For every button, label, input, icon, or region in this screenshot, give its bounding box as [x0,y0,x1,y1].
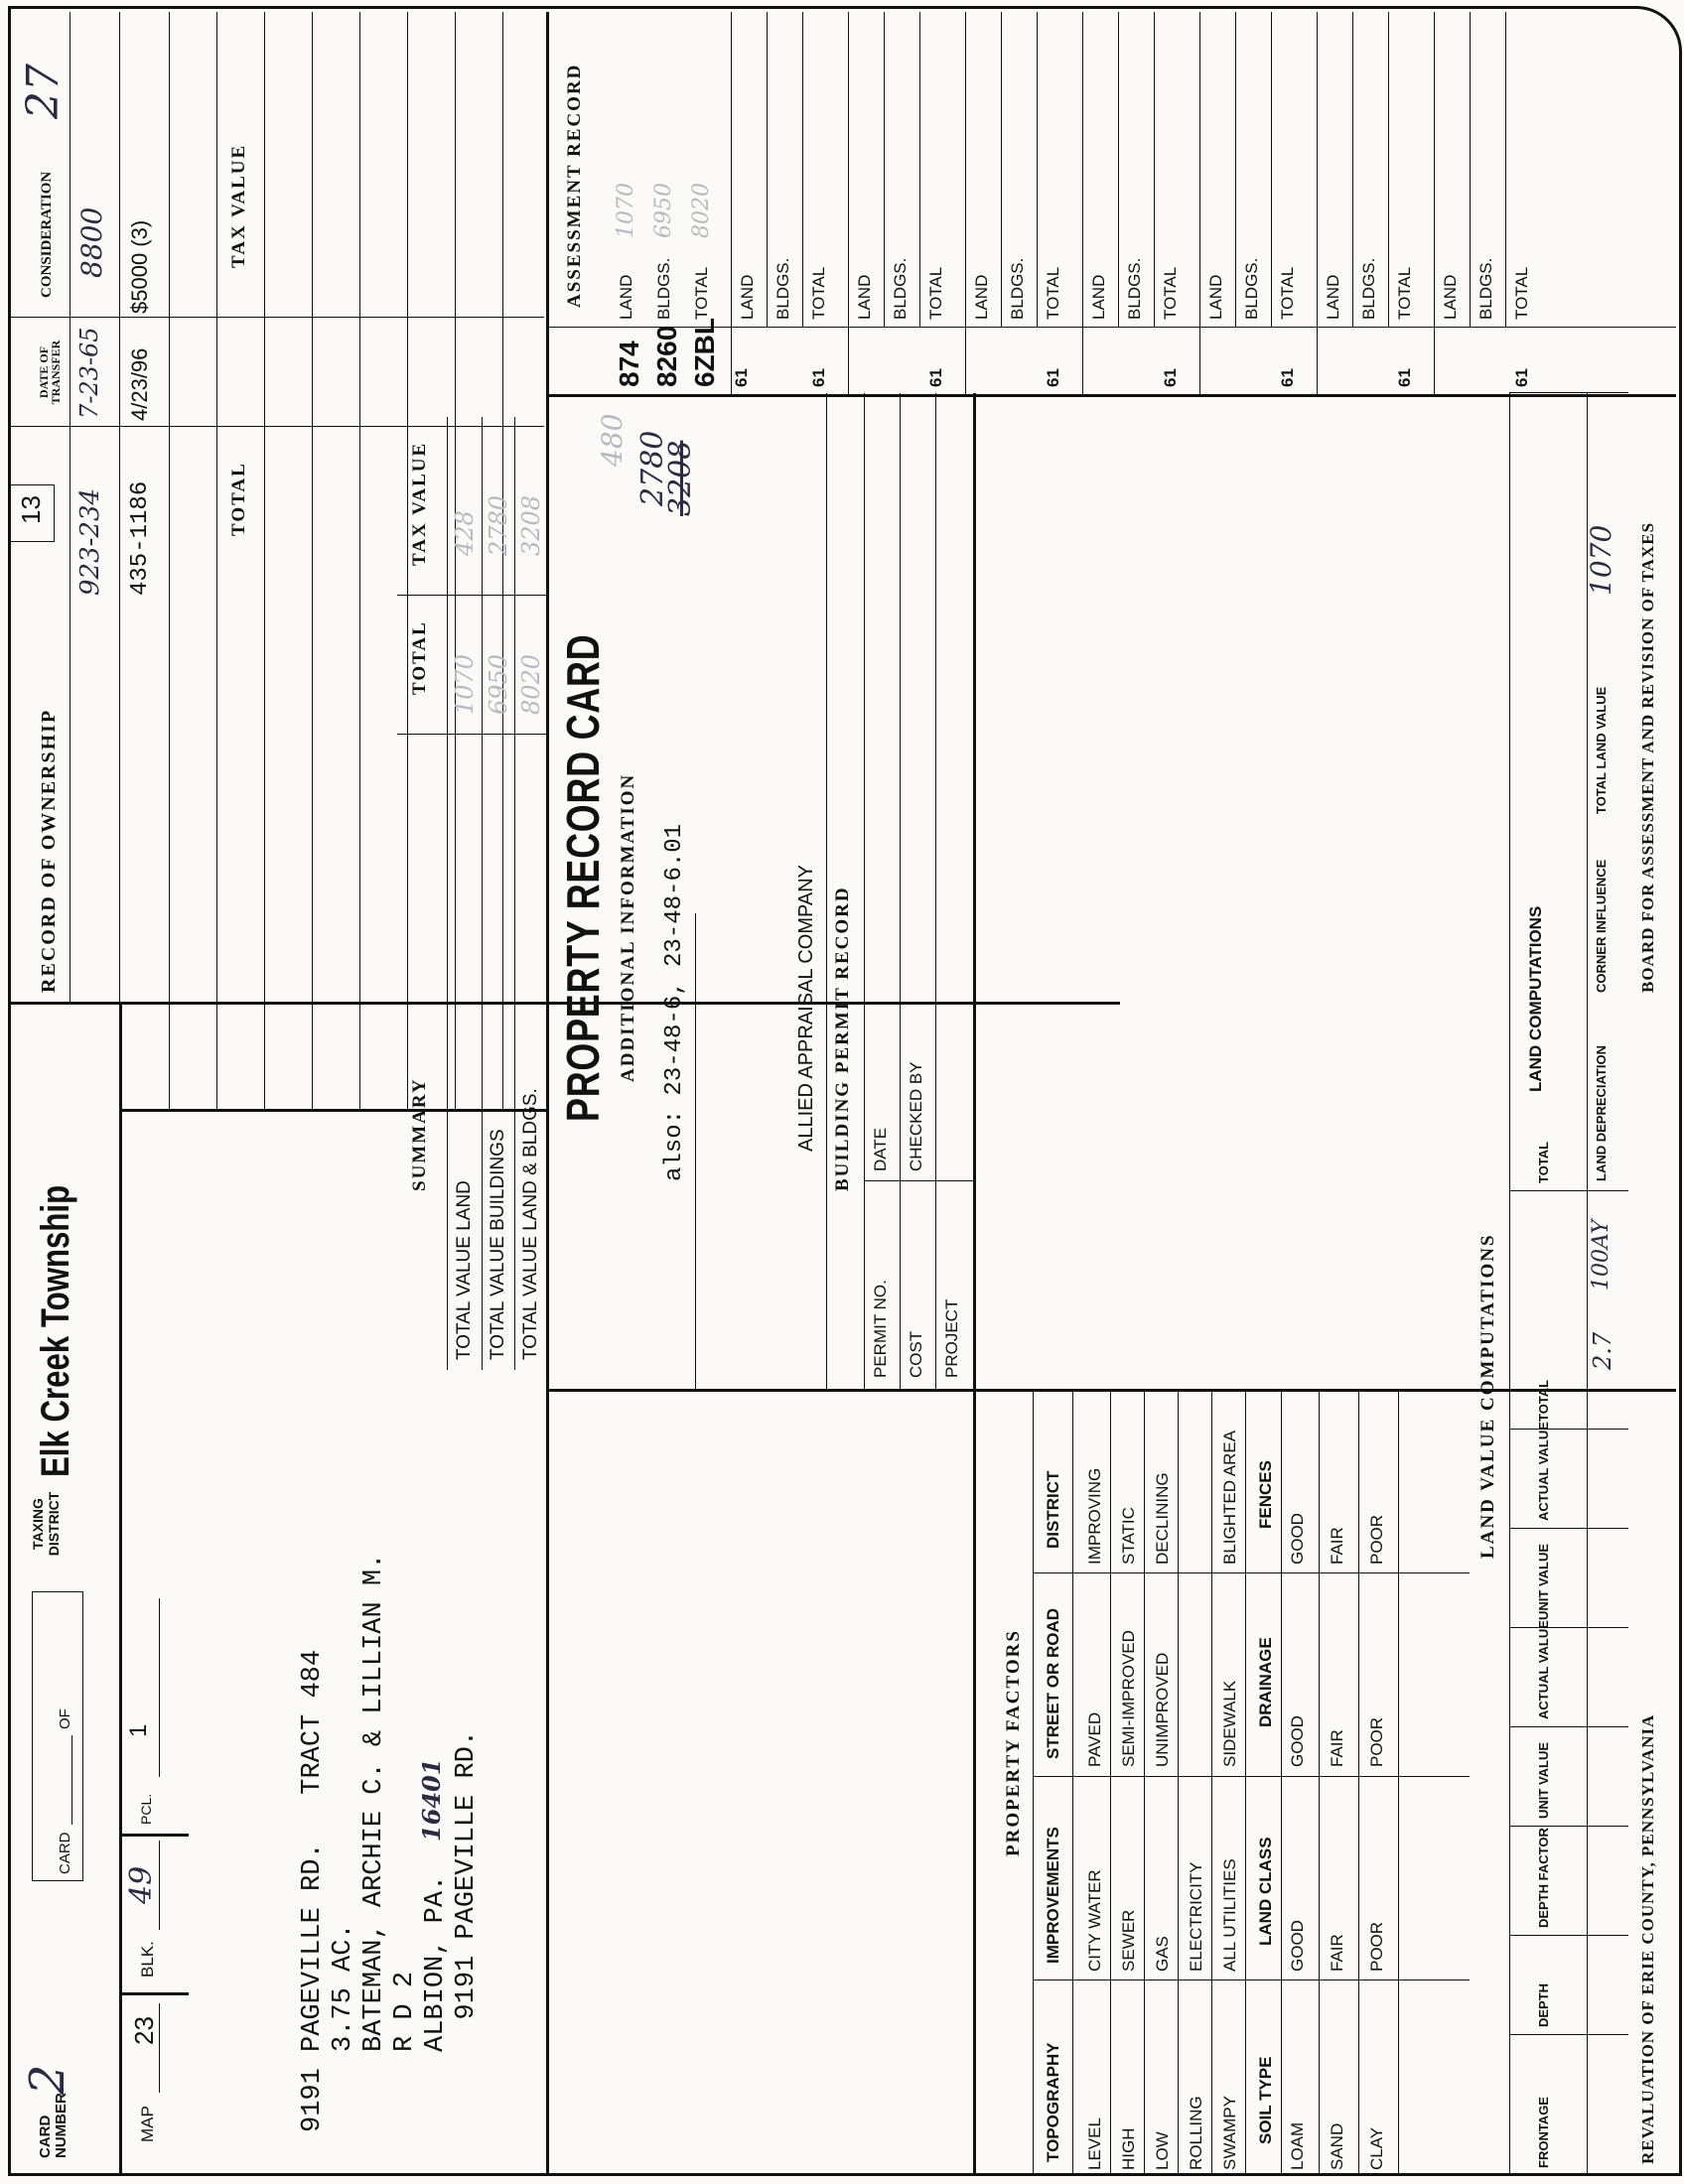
summary-row-label-2: TOTAL VALUE BUILDINGS [488,1129,508,1360]
assess-bldgs-label: BLDGS. [654,257,673,320]
topography-header: TOPOGRAPHY [1044,2042,1062,2162]
rule [119,1992,189,1995]
property-line-5: ALBION, PA. [421,1874,451,2132]
rule [482,417,483,1370]
assess-year-prefix: 61 [926,368,945,387]
rule [1352,12,1353,328]
rule [71,1735,72,1825]
assess-row-label: BLDGS. [1125,257,1144,320]
rule [119,12,120,1112]
land-value-title: LAND VALUE COMPUTATIONS [1477,1233,1498,1559]
tillable-acres: 2.7 [1589,1331,1616,1370]
checked-by-label: CHECKED BY [907,1061,925,1171]
summary-tax-value-header: TAX VALUE [409,441,430,566]
stamp-value-3: 6ZBL [689,318,720,387]
land-computations-label: LAND COMPUTATIONS [1526,905,1545,1092]
additional-info-text: also: 23-48-6, 23-48-6.01 [661,823,688,1181]
district-item: BLIGHTED AREA [1220,1430,1239,1565]
assess-row-label: LAND [1206,274,1225,320]
district-item: DECLINING [1153,1472,1172,1565]
rule [397,595,546,596]
rule [169,12,170,1112]
rule [546,394,1676,397]
drainage-header: DRAINAGE [1256,1637,1275,1727]
improvements-item: SEWER [1119,1909,1138,1972]
rule [546,327,1676,328]
land-depreciation-label: LAND DEPRECIATION [1594,1045,1609,1181]
land-class-item: GOOD [1288,1920,1307,1972]
rule [1509,1627,1628,1628]
of-label: OF [57,1708,73,1729]
fences-item: FAIR [1328,1527,1346,1565]
rule [1033,1776,1470,1777]
street-item: SIDEWALK [1220,1680,1239,1767]
soil-item: CLAY [1367,2126,1386,2170]
rule [447,417,448,1370]
land-value-col-header: TOTAL [1536,1379,1551,1422]
rule [216,12,217,1112]
land-value-col-header: UNIT VALUE [1536,1543,1551,1620]
assess-row-label: BLDGS. [1359,257,1378,320]
rule [8,426,544,427]
rule [1509,393,1510,2176]
assess-year-prefix: 61 [1395,368,1414,387]
land-class-item: FAIR [1328,1934,1346,1972]
summary-tax-1: 428 [451,510,479,556]
assess-row-label: TOTAL [1395,266,1414,320]
summary-row-label-3: TOTAL VALUE LAND & BLDGS. [520,1088,541,1360]
assess-value-land: 1070 [614,183,638,238]
rule [826,393,827,1390]
rule [1358,1392,1359,2176]
property-factors-title: PROPERTY FACTORS [1003,1629,1024,1856]
drainage-item: FAIR [1328,1729,1346,1767]
rule [1037,12,1038,328]
fences-header: FENCES [1256,1460,1275,1529]
record-card-title: PROPERTY RECORD CARD [557,633,609,1122]
rule [1271,12,1272,328]
assess-row-label: TOTAL [926,266,945,320]
land-value-col-header: ACTUAL VALUE [1536,1620,1551,1719]
rule [1509,1528,1628,1529]
rule [900,393,901,1390]
permit-no-label: PERMIT NO. [871,1280,890,1378]
rule [919,12,920,328]
land-value-col-header: ACTUAL VALUE [1536,1422,1551,1521]
corner-number: 27 [18,64,69,119]
rule [159,1841,160,1930]
rule [119,1834,189,1837]
rule [1509,392,1628,393]
rule [1470,12,1471,328]
rule [1001,12,1002,328]
assess-row-label: TOTAL [1278,266,1297,320]
property-line-1: 9191 PAGEVILLE RD. TRACT 484 [298,1649,328,2132]
topography-item: ROLLING [1187,2096,1205,2170]
summary-tax-3: 3208 [517,494,545,556]
rule [1509,2175,1628,2176]
summary-total-2: 6950 [485,653,512,715]
rule [312,12,313,1112]
land-value-col-header: TOTAL [1536,1141,1551,1183]
assessment-total-header: TOTAL [228,462,249,536]
summary-row-label-1: TOTAL VALUE LAND [454,1180,475,1360]
topography-item: LOW [1153,2131,1172,2170]
rule [1509,1429,1628,1430]
taxing-district-label: TAXING DISTRICT [30,1491,62,1557]
district-name: Elk Creek Township [34,1184,77,1477]
rule [264,12,265,1112]
date-of-transfer-label: DATE OF TRANSFER [37,340,63,405]
consideration-label: CONSIDERATION [39,171,55,298]
land-value-col-header: DEPTH [1536,1982,1551,2027]
rule [1110,1392,1111,2176]
ownership-date-1: 7-23-65 [75,327,103,419]
rule [973,393,976,2176]
rule [1154,12,1155,328]
rule [1319,1392,1320,2176]
rule [767,12,768,328]
rule [965,12,966,397]
ownership-consideration-1: 8800 [75,206,108,278]
topography-item: LEVEL [1085,2117,1104,2170]
land-value-col-header: UNIT VALUE [1536,1741,1551,1819]
street-header: STREET OR ROAD [1044,1607,1062,1759]
improvements-item: CITY WATER [1085,1869,1104,1972]
street-item: SEMI-IMPROVED [1119,1630,1138,1767]
fences-item: GOOD [1288,1513,1307,1565]
assess-year-prefix: 61 [1044,368,1062,387]
rule [397,734,546,735]
ownership-consideration-2: $5000 (3) [127,219,152,314]
rule [1509,1826,1628,1827]
rule [1509,1726,1628,1727]
footer-right: BOARD FOR ASSESSMENT AND REVISION OF TAXES [1638,521,1657,993]
property-text-block [298,1554,483,2132]
rule [1082,12,1083,397]
rule [731,12,732,397]
assess-row-label: BLDGS. [1242,257,1261,320]
stamp-value-1: 874 [614,341,644,387]
street-item: PAVED [1085,1711,1104,1767]
rule [1211,1392,1212,2176]
map-label: MAP [138,2106,157,2142]
district-item: STATIC [1119,1507,1138,1565]
permit-title: BUILDING PERMIT RECORD [832,886,853,1191]
assess-row-label: BLDGS. [773,257,792,320]
rule [935,393,936,1390]
ownership-date-2: 4/23/96 [127,347,152,421]
rule [864,1180,973,1181]
assess-row-label: LAND [1324,274,1342,320]
fences-item: POOR [1367,1514,1386,1565]
rule [1235,12,1236,328]
assess-row-label: LAND [855,274,874,320]
assess-row-label: LAND [972,274,991,320]
rule [159,1598,160,1777]
soil-item: SAND [1328,2122,1346,2170]
rule [1281,1392,1282,2176]
corner-influence-label: CORNER INFLUENCE [1594,859,1609,993]
rule [1388,12,1389,328]
assess-row-label: BLDGS. [1008,257,1027,320]
property-line-4: R D 2 [390,1971,420,2132]
rule [1509,1190,1628,1191]
land-value-col-header: DEPTH FACTOR [1536,1828,1551,1928]
rule [1398,1392,1399,2176]
rule [407,12,408,1112]
summary-total-1: 1070 [451,653,479,715]
district-header: DISTRICT [1044,1470,1062,1549]
rule [1509,2034,1628,2035]
pcl-value: 1 [125,1723,152,1737]
summary-tax-2: 2780 [485,494,512,556]
summary-total-3: 8020 [517,653,545,715]
rule [546,12,549,2176]
assess-row-label: TOTAL [809,266,828,320]
rule [1072,1392,1073,2176]
tillable-rate: 100AY [1589,1219,1614,1291]
hand-3208: 3208 [663,440,698,516]
improvements-item: GAS [1153,1936,1172,1972]
land-class-item: POOR [1367,1921,1386,1972]
cost-label: COST [907,1330,925,1378]
topography-item: SWAMPY [1220,2096,1239,2170]
assess-year-prefix: 61 [1161,368,1180,387]
drainage-item: POOR [1367,1716,1386,1767]
assess-row-label: TOTAL [1512,266,1531,320]
page-box-value: 13 [16,495,46,524]
zip-handwritten: 16401 [417,1758,446,1842]
assess-row-label: LAND [1441,274,1460,320]
rule [159,2003,160,2093]
rule [1033,1572,1470,1573]
improvements-header: IMPROVEMENTS [1044,1827,1062,1964]
rule [502,12,503,1112]
assess-value-total: 8020 [689,183,714,238]
improvements-item: ELECTRICITY [1187,1861,1205,1972]
rule [359,12,360,1112]
appraisal-company: ALLIED APPRAISAL COMPANY [795,865,817,1152]
map-value: 23 [129,2016,159,2045]
hand-480: 480 [596,413,629,467]
ownership-book-page-1: 923-234 [75,487,105,596]
pcl-label: PCL. [138,1793,154,1825]
rule [546,1389,1676,1392]
topography-item: HIGH [1119,2127,1138,2170]
rule [1178,1392,1179,2176]
stamp-value-2: 8260 [651,325,682,387]
grand-total: 1070 [1585,524,1617,596]
rule [884,12,885,328]
assess-row-label: BLDGS. [891,257,910,320]
rule [1509,1935,1628,1936]
hand-2780: 2780 [635,430,670,506]
ownership-title: RECORD OF OWNERSHIP [38,708,60,993]
rule [514,417,515,1370]
rule [1199,12,1200,397]
improvements-item: ALL UTILITIES [1220,1858,1239,1972]
blk-value: 49 [124,1865,159,1904]
rule [864,393,865,1390]
assess-row-label: LAND [738,274,757,320]
soil-type-header: SOIL TYPE [1256,2056,1275,2144]
street-item: UNIMPROVED [1153,1652,1172,1767]
soil-item: LOAM [1288,2121,1307,2170]
rule [1587,393,1588,2176]
assess-row-label: LAND [1089,274,1108,320]
property-line-6: 9191 PAGEVILLE RD. [452,1729,482,2132]
rule [1245,1392,1246,2176]
card-number-label: CARD NUMBER [37,2093,70,2158]
assess-land-label: LAND [617,274,635,320]
rule [1317,12,1318,397]
property-line-2: 3.75 AC. [329,1923,358,2132]
assessment-title: ASSESSMENT RECORD [564,63,585,308]
assess-total-label: TOTAL [692,266,711,320]
rule [802,12,803,328]
blk-label: BLK. [138,1941,157,1978]
district-item: IMPROVING [1085,1467,1104,1565]
assess-year-prefix: 61 [809,368,828,387]
assess-year-prefix: 61 [1278,368,1297,387]
assess-year-prefix: 61 [1512,368,1531,387]
rule [455,12,456,1112]
assessment-tax-value-header: TAX VALUE [228,143,249,268]
project-label: PROJECT [942,1298,961,1378]
assess-row-label: TOTAL [1044,266,1062,320]
property-line-3: BATEMAN, ARCHIE C. & LILLIAN M. [359,1553,389,2132]
assess-year-1: 61 [732,368,751,387]
summary-total-header: TOTAL [409,620,430,695]
ownership-book-page-2: 435-1186 [127,480,154,596]
summary-title: SUMMARY [409,1077,430,1191]
rule [1505,12,1506,328]
assess-value-bldgs: 6950 [651,183,676,238]
assess-row-label: BLDGS. [1476,257,1495,320]
rule [848,12,849,397]
rule [1033,1392,1034,2176]
rule [8,317,544,318]
card-label: CARD [57,1832,73,1874]
rule [1033,1979,1470,1980]
total-land-value-label: TOTAL LAND VALUE [1594,686,1609,814]
land-class-header: LAND CLASS [1256,1837,1275,1946]
footer-left: REVALUATION OF ERIE COUNTY, PENNSYLVANIA [1638,1713,1657,2164]
rule [1144,1392,1145,2176]
card-number-value: 2 [20,2064,75,2095]
additional-info-label: ADDITIONAL INFORMATION [618,772,638,1082]
date-label: DATE [871,1127,890,1171]
assess-row-label: TOTAL [1161,266,1180,320]
rule [695,913,696,1390]
land-value-col-header: FRONTAGE [1536,2097,1551,2168]
rule [1118,12,1119,328]
rule [1434,12,1435,397]
drainage-item: GOOD [1288,1715,1307,1767]
rule [119,1005,122,2176]
